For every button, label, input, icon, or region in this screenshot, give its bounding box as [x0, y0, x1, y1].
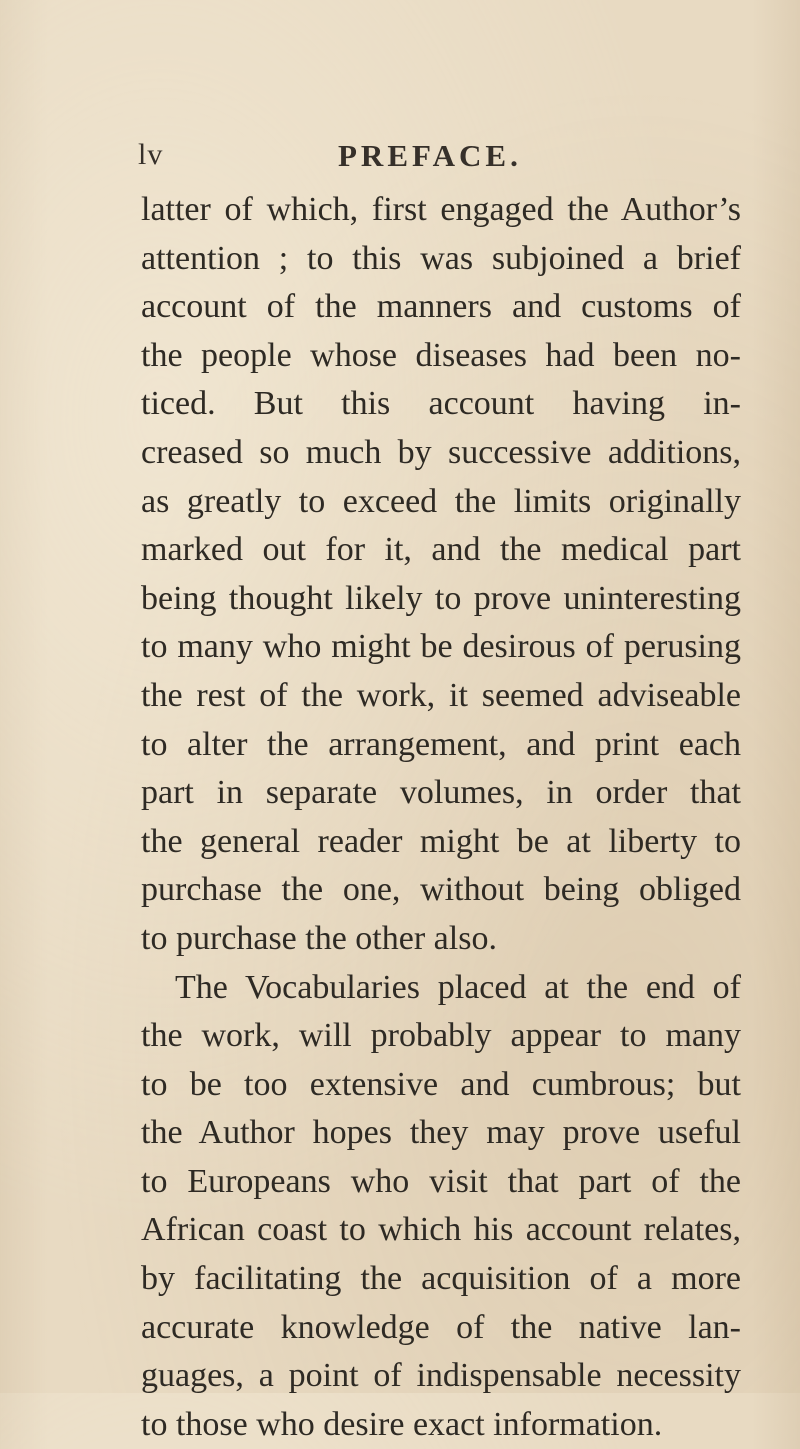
text-line: to be too extensive and cumbrous; but — [141, 1065, 741, 1103]
page-number: lv — [138, 138, 164, 171]
text-line: African coast to which his account relates, — [141, 1211, 741, 1249]
text-line: to alter the arrangement, and print each — [141, 725, 741, 763]
running-head — [0, 138, 800, 186]
text-line: to those who desire exact information. — [141, 1405, 663, 1443]
text-line: by facilitating the acquisition of a more — [141, 1260, 741, 1298]
text-line: attention ; to this was subjoined a brief — [141, 239, 741, 277]
text-line: The Vocabularies placed at the end of — [175, 968, 741, 1006]
text-line: ticed. But this account having in- — [141, 385, 741, 423]
text-line: accurate knowledge of the native lan- — [141, 1308, 741, 1346]
body-text — [141, 186, 741, 1449]
text-line: creased so much by successive additions, — [141, 433, 741, 471]
text-line: the general reader might be at liberty to — [141, 822, 741, 860]
text-line: the rest of the work, it seemed adviseable — [141, 676, 741, 714]
running-title: PREFACE. — [338, 138, 522, 173]
text-line: guages, a point of indispensable necessity — [141, 1357, 741, 1395]
text-line: marked out for it, and the medical part — [141, 531, 741, 569]
text-line: to purchase the other also. — [141, 919, 497, 957]
text-line: latter of which, first engaged the Author’s — [141, 191, 741, 228]
text-line: being thought likely to prove uninteresting — [141, 579, 741, 617]
text-line: to Europeans who visit that part of the — [141, 1162, 741, 1200]
text-line: the people whose diseases had been no- — [141, 336, 741, 374]
text-line: to many who might be desirous of perusing — [141, 628, 741, 666]
text-line: as greatly to exceed the limits originally — [141, 482, 741, 520]
text-line: the work, will probably appear to many — [141, 1017, 741, 1055]
text-line: account of the manners and customs of — [141, 288, 741, 326]
text-line: part in separate volumes, in order that — [141, 774, 741, 812]
text-line: the Author hopes they may prove useful — [141, 1114, 741, 1152]
text-line: purchase the one, without being obliged — [141, 871, 741, 909]
